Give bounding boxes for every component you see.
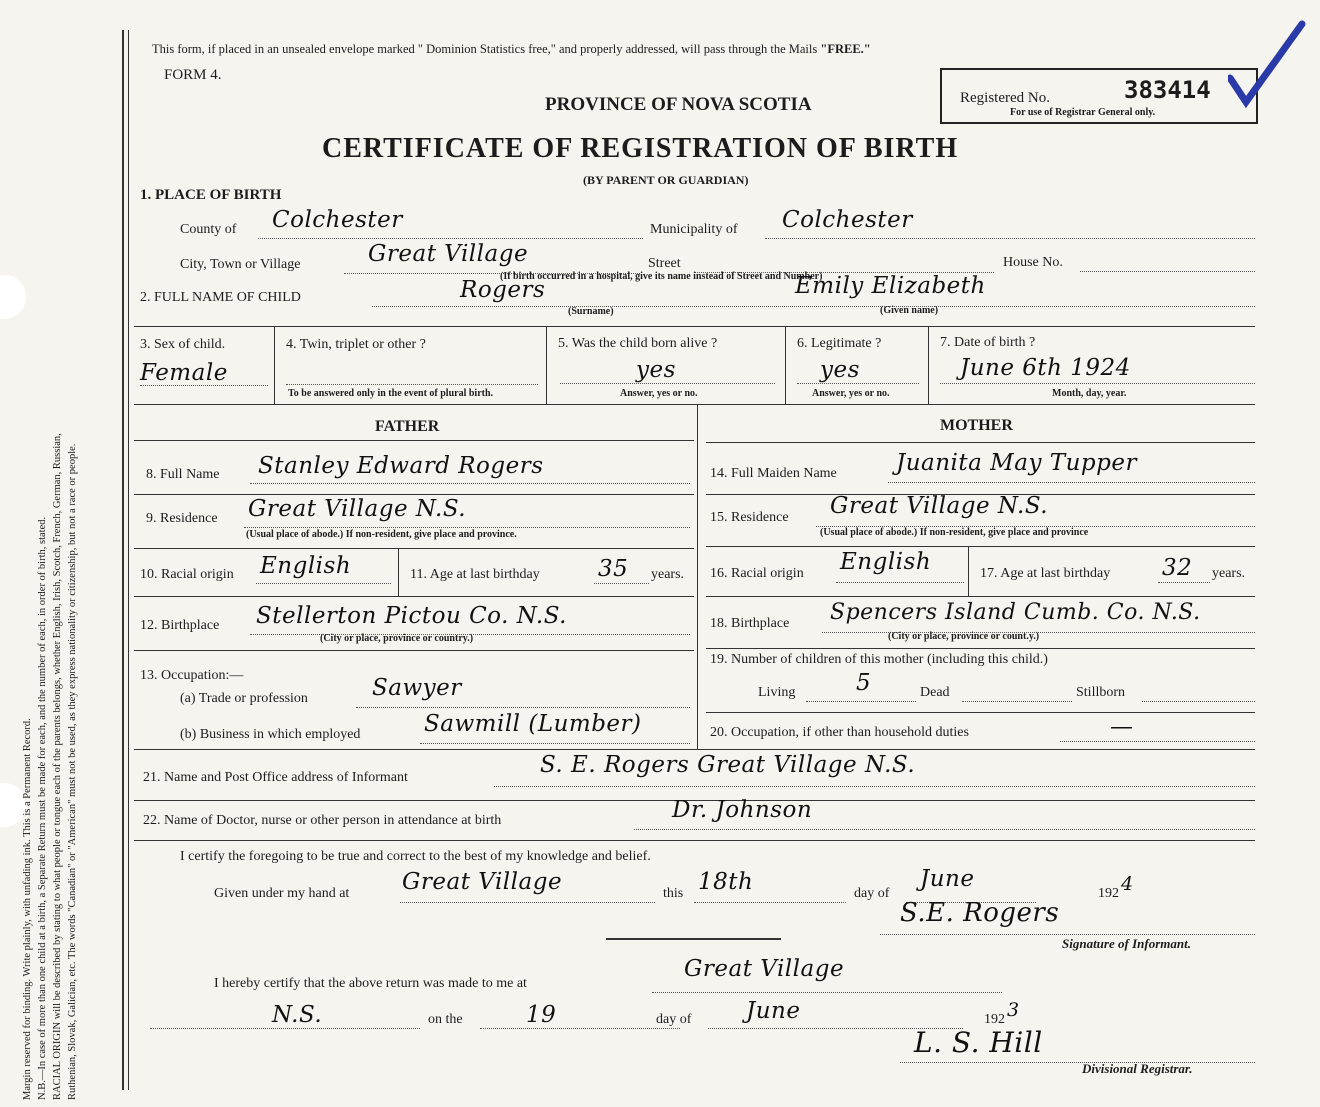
row-divider	[706, 546, 1255, 547]
given-place-value: Great Village	[402, 869, 563, 895]
father-race-value: English	[260, 553, 352, 579]
given-place-line	[400, 902, 655, 903]
father-heading: FATHER	[375, 418, 440, 435]
this-line	[694, 902, 846, 903]
registrar-note: For use of Registrar General only.	[1010, 107, 1156, 118]
father-residence-line	[244, 527, 690, 528]
county-line	[258, 238, 643, 239]
signature-caption: Signature of Informant.	[1062, 936, 1191, 951]
col-divider	[928, 326, 929, 404]
mother-heading: MOTHER	[940, 417, 1013, 434]
informant-line	[494, 786, 1255, 787]
twin-label: 4. Twin, triplet or other ?	[286, 337, 426, 352]
father-birthplace-value: Stellerton Pictou Co. N.S.	[256, 603, 567, 629]
living-line	[806, 701, 916, 702]
mother-race-value: English	[840, 549, 932, 575]
registered-label: Registered No.	[960, 90, 1050, 106]
row-divider	[134, 404, 1255, 405]
father-age-line	[594, 583, 649, 584]
mail-notice	[152, 42, 871, 57]
mother-age-label: 17. Age at last birthday	[980, 566, 1111, 581]
check-mark-icon	[1228, 18, 1308, 108]
child-name-label: 2. FULL NAME OF CHILD	[140, 290, 301, 305]
mother-age-unit: years.	[1212, 566, 1246, 581]
business-label: (b) Business in which employed	[180, 727, 361, 742]
given-name-caption: (Given name)	[880, 305, 939, 316]
mother-occupation-value: —	[1110, 714, 1134, 740]
row-divider	[134, 650, 694, 651]
legitimate-caption: Answer, yes or no.	[812, 388, 890, 399]
this-label: this	[663, 886, 684, 901]
registrar-day-of-label: day of	[656, 1012, 692, 1027]
registrar-year-prefix: 192	[984, 1012, 1005, 1027]
father-age-label: 11. Age at last birthday	[410, 567, 540, 582]
municipality-label: Municipality of	[650, 222, 738, 237]
registrar-month-value: June	[746, 998, 801, 1024]
row-divider	[134, 548, 694, 549]
county-label: County of	[180, 222, 237, 237]
page-subtitle: (BY PARENT OR GUARDIAN)	[583, 173, 749, 187]
registrar-statement: I hereby certify that the above return was made to me at	[214, 976, 527, 991]
month-value: June	[920, 866, 975, 892]
mother-occupation-line	[1060, 741, 1255, 742]
stillborn-label: Stillborn	[1076, 685, 1126, 700]
dob-caption: Month, day, year.	[1052, 388, 1127, 399]
mother-name-line	[888, 482, 1255, 483]
surname-value: Rogers	[460, 277, 546, 303]
legitimate-label: 6. Legitimate ?	[797, 336, 882, 351]
street-label: Street	[648, 256, 681, 271]
father-occupation-label: 13. Occupation:—	[140, 668, 244, 683]
mother-name-label: 14. Full Maiden Name	[710, 466, 837, 481]
signature-line	[880, 934, 1255, 935]
day-of-label: day of	[854, 886, 890, 901]
registrar-year-value: 3	[1007, 999, 1020, 1021]
registrar-province-value: N.S.	[272, 1002, 323, 1028]
registrar-place-value: Great Village	[684, 956, 845, 982]
city-value: Great Village	[368, 241, 529, 267]
business-line	[420, 743, 690, 744]
place-of-birth-label: 1. PLACE OF BIRTH	[140, 187, 282, 203]
doctor-label: 22. Name of Doctor, nurse or other person in attendance at birth	[143, 813, 502, 828]
row-divider	[706, 712, 1255, 713]
doctor-value: Dr. Johnson	[672, 797, 813, 823]
surname-caption: (Surname)	[568, 306, 614, 317]
mother-occupation-label: 20. Occupation, if other than household duties	[710, 725, 969, 740]
mother-birthplace-label: 18. Birthplace	[710, 616, 790, 631]
mail-notice-text: This form, if placed in an unsealed envelope marked " Dominion Statistics free," and properly addressed, will pass through the Mails	[152, 42, 818, 56]
given-name-value: Emily Elizabeth	[795, 273, 986, 299]
mother-age-value: 32	[1162, 555, 1193, 581]
father-name-line	[250, 483, 690, 484]
col-divider	[398, 548, 399, 596]
registration-box	[940, 68, 1258, 124]
father-name-value: Stanley Edward Rogers	[258, 453, 544, 479]
trade-label: (a) Trade or profession	[180, 691, 308, 706]
informant-label: 21. Name and Post Office address of Informant	[143, 770, 408, 785]
left-border-inner	[128, 30, 129, 1090]
year-prefix: 192	[1098, 886, 1119, 901]
form-number: FORM 4.	[164, 67, 222, 83]
mother-race-line	[836, 582, 964, 583]
dead-label: Dead	[920, 685, 950, 700]
mother-race-label: 16. Racial origin	[710, 566, 804, 581]
col-divider	[785, 326, 786, 404]
father-heading-rule	[134, 440, 694, 441]
mother-age-line	[1158, 582, 1210, 583]
row-divider	[134, 840, 1255, 841]
margin-line: Ruthenian, Slovak, Galician, etc. The words "Canadian" or "American" must not be used, as they express nationality or citizenship, but not a race or people.	[67, 443, 78, 1100]
father-race-line	[256, 583, 391, 584]
margin-instructions	[20, 60, 80, 1100]
col-divider	[546, 326, 547, 404]
alive-value: yes	[636, 357, 676, 383]
margin-line: RACIAL ORIGIN will be described by stating to what people or tongue each of the parents belongs, whether English, Irish, Scotch, French, German, Russian,	[52, 433, 63, 1100]
business-value: Sawmill (Lumber)	[424, 711, 642, 737]
father-name-label: 8. Full Name	[146, 467, 220, 482]
father-age-unit: years.	[651, 567, 685, 582]
mother-residence-caption: (Usual place of abode.) If non-resident, give place and province	[820, 527, 1089, 538]
registrar-signature-caption: Divisional Registrar.	[1082, 1061, 1193, 1076]
sex-label: 3. Sex of child.	[140, 337, 226, 352]
father-age-value: 35	[598, 556, 629, 582]
col-divider	[274, 326, 275, 404]
left-border	[122, 30, 124, 1090]
mother-heading-rule	[706, 442, 1255, 443]
living-label: Living	[758, 685, 796, 700]
stillborn-line	[1142, 701, 1255, 702]
father-residence-value: Great Village N.S.	[248, 496, 467, 522]
twin-line	[286, 384, 538, 385]
dob-value: June 6th 1924	[960, 355, 1131, 381]
alive-caption: Answer, yes or no.	[620, 388, 698, 399]
house-line	[1080, 271, 1255, 272]
mother-residence-value: Great Village N.S.	[830, 493, 1049, 519]
row-divider	[134, 326, 1255, 327]
dob-label: 7. Date of birth ?	[940, 335, 1036, 350]
twin-caption: To be answered only in the event of plural birth.	[288, 388, 494, 399]
on-the-label: on the	[428, 1012, 463, 1027]
living-value: 5	[856, 670, 872, 696]
father-residence-label: 9. Residence	[146, 511, 218, 526]
parents-center-divider	[697, 404, 698, 749]
children-count-label: 19. Number of children of this mother (including this child.)	[710, 652, 1048, 667]
separator-rule	[606, 938, 781, 940]
given-label: Given under my hand at	[214, 886, 350, 901]
mother-residence-label: 15. Residence	[710, 510, 789, 525]
this-value: 18th	[698, 869, 754, 895]
legitimate-value: yes	[820, 357, 860, 383]
father-race-label: 10. Racial origin	[140, 567, 234, 582]
sex-value: Female	[140, 360, 228, 386]
province-title: PROVINCE OF NOVA SCOTIA	[545, 94, 812, 115]
certify-statement: I certify the foregoing to be true and correct to the best of my knowledge and belief.	[180, 849, 651, 864]
registered-number: 383414	[1124, 76, 1211, 104]
registrar-signature-line	[900, 1062, 1255, 1063]
dead-line	[962, 701, 1072, 702]
house-label: House No.	[1003, 255, 1063, 270]
registrar-day-line	[480, 1028, 680, 1029]
father-birthplace-label: 12. Birthplace	[140, 618, 220, 633]
child-name-line	[372, 306, 1255, 307]
alive-label: 5. Was the child born alive ?	[558, 336, 718, 351]
mother-birthplace-value: Spencers Island Cumb. Co. N.S.	[830, 600, 1201, 625]
margin-line: Margin reserved for binding. Write plainly, with unfading ink. This is a Permanent Record.	[22, 718, 33, 1100]
registrar-signature: L. S. Hill	[914, 1026, 1043, 1059]
mail-free-text: "FREE."	[820, 42, 871, 56]
doctor-line	[634, 829, 1255, 830]
row-divider	[134, 596, 694, 597]
registrar-province-line	[150, 1028, 420, 1029]
row-divider	[706, 648, 1255, 649]
father-birthplace-caption: (City or place, province or country.)	[320, 633, 474, 644]
year-value: 4	[1121, 873, 1134, 895]
trade-value: Sawyer	[372, 675, 462, 701]
col-divider	[968, 546, 969, 596]
municipality-line	[765, 238, 1255, 239]
page-title: CERTIFICATE OF REGISTRATION OF BIRTH	[322, 133, 959, 164]
registrar-place-line	[652, 992, 1002, 993]
margin-line: N.B.—In case of more than one child at a birth, a Separate Return must be made for each, and the number of each, in order of birth, stated.	[37, 516, 48, 1100]
hospital-note: (If birth occurred in a hospital, give its name instead of Street and Number)	[500, 271, 823, 282]
county-value: Colchester	[272, 207, 403, 233]
row-divider	[134, 749, 1255, 750]
mother-birthplace-caption: (City or place, province or count.y.)	[888, 631, 1040, 642]
row-divider	[706, 596, 1255, 597]
municipality-value: Colchester	[782, 207, 913, 233]
informant-signature: S.E. Rogers	[900, 898, 1060, 928]
row-divider	[134, 494, 694, 495]
alive-line	[560, 383, 775, 384]
informant-value: S. E. Rogers Great Village N.S.	[540, 752, 916, 778]
registrar-day-value: 19	[526, 1002, 557, 1028]
legitimate-line	[797, 383, 919, 384]
trade-line	[356, 707, 690, 708]
dob-line	[940, 383, 1255, 384]
father-residence-caption: (Usual place of abode.) If non-resident, give place and province.	[246, 529, 517, 540]
city-label: City, Town or Village	[180, 257, 301, 272]
mother-name-value: Juanita May Tupper	[896, 450, 1137, 476]
